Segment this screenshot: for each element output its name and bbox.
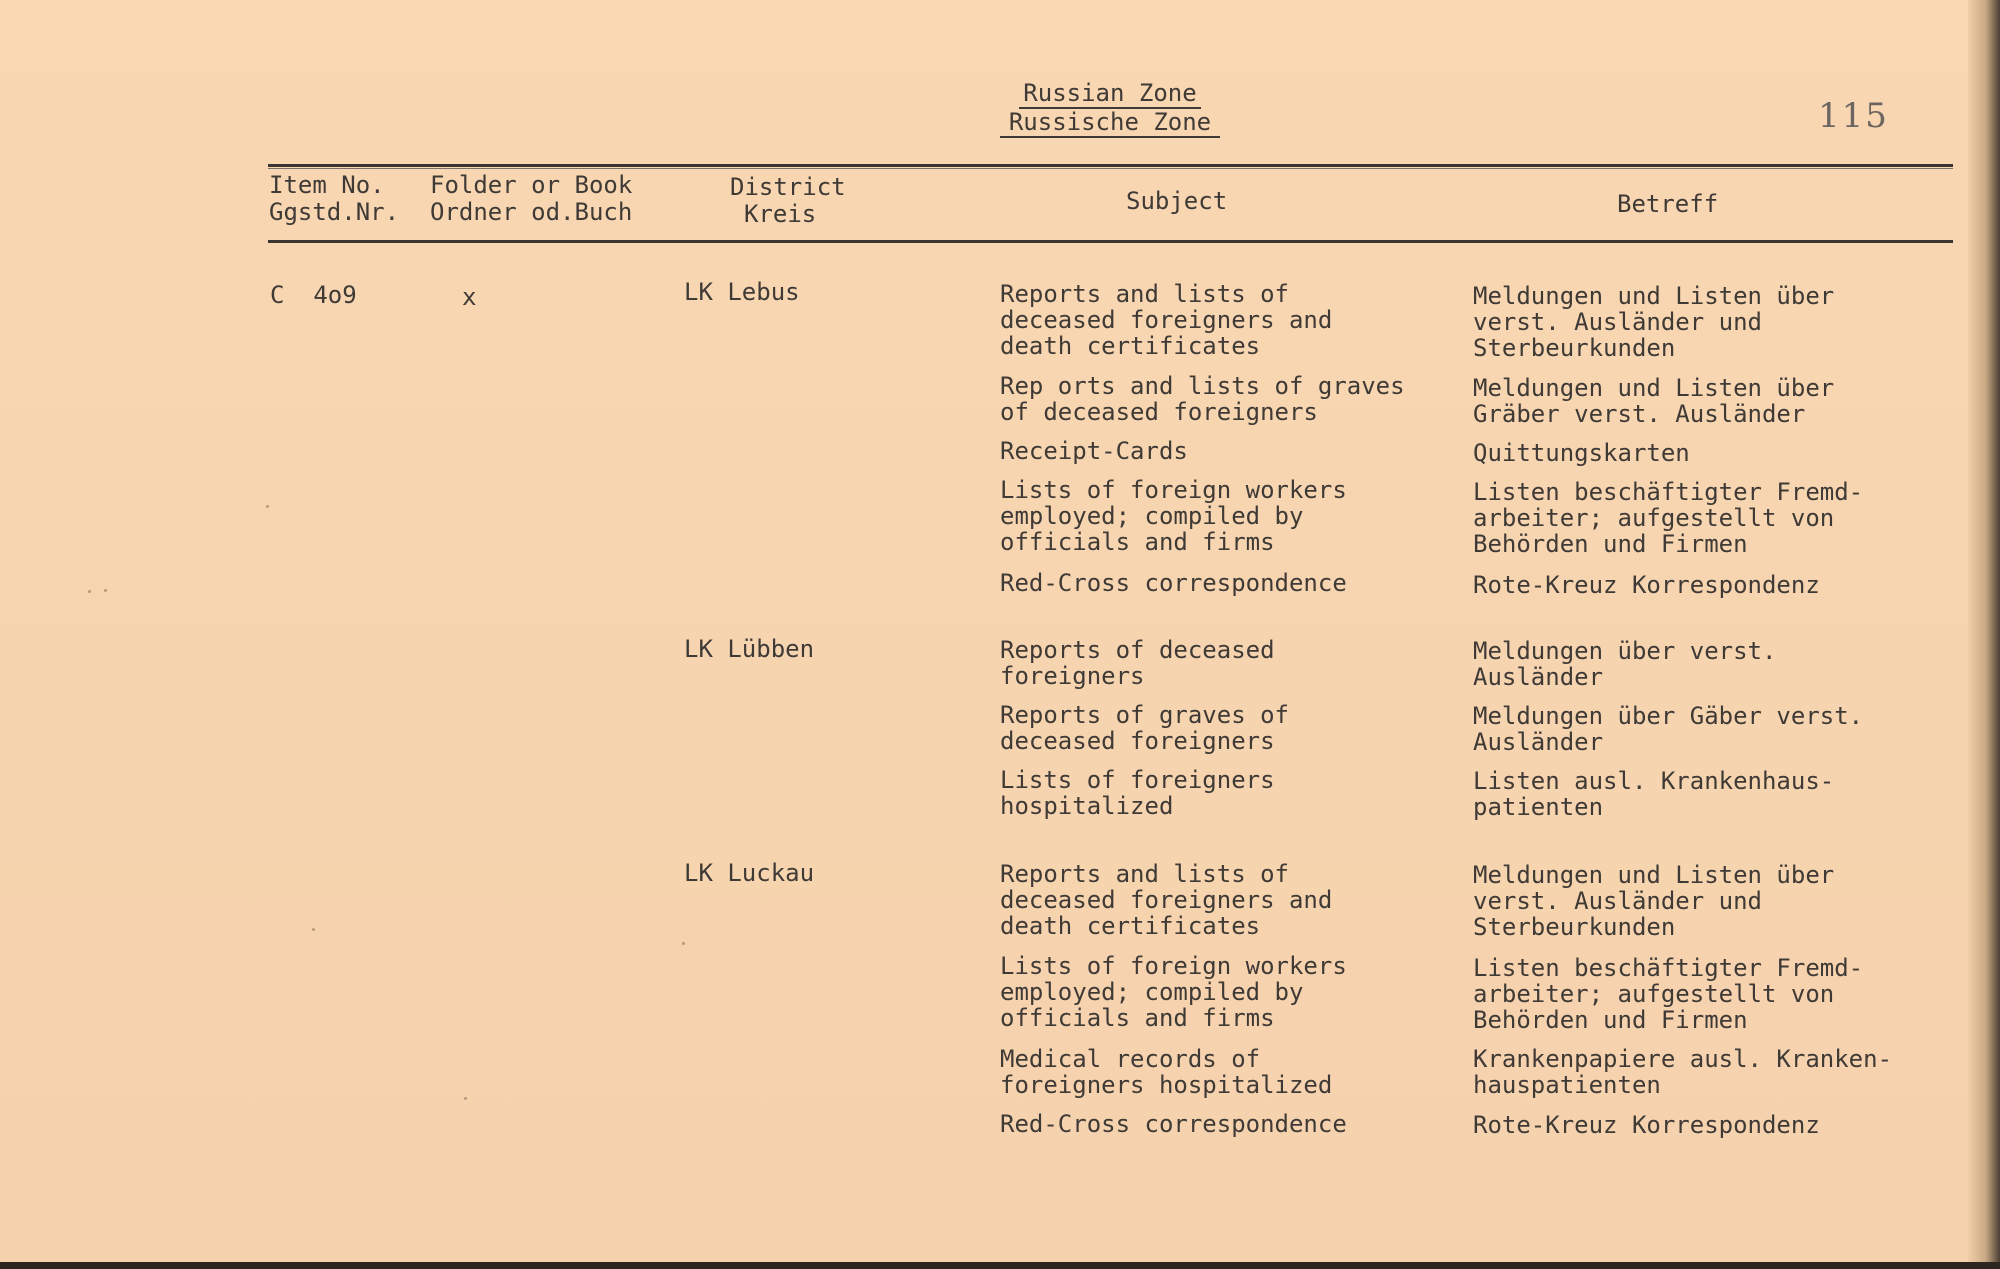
betreff-cell: Listen ausl. Krankenhaus- patienten (1473, 767, 1835, 821)
paper-speck (312, 928, 315, 931)
item-number: C 4o9 (270, 281, 357, 309)
betreff-cell: Krankenpapiere ausl. Kranken- hauspatienten (1473, 1045, 1893, 1099)
district-name: LK Lebus (684, 278, 800, 306)
column-header-betreff: Betreff (1617, 190, 1719, 218)
subject-cell: Reports of deceased foreigners (1000, 636, 1275, 690)
paper-speck (104, 589, 107, 592)
page-bottom-edge (0, 1262, 2000, 1269)
zone-heading (990, 80, 1230, 138)
table-top-rule-thin (268, 168, 1953, 169)
subject-cell: Receipt-Cards (1000, 437, 1188, 465)
betreff-cell: Meldungen über verst. Ausländer (1473, 637, 1777, 691)
subject-cell: Rep orts and lists of graves of deceased foreigners (1000, 372, 1405, 426)
page-number: 115 (1818, 96, 1889, 136)
paper-speck (682, 942, 685, 945)
zone-title-de: Russische Zone (1000, 109, 1220, 138)
betreff-cell: Listen beschäftigter Fremd- arbeiter; aufgestellt von Behörden und Firmen (1473, 954, 1864, 1034)
betreff-cell: Meldungen und Listen über verst. Ausländer und Sterbeurkunden (1473, 861, 1835, 941)
column-header-subject: Subject (1126, 187, 1228, 215)
subject-cell: Red-Cross correspondence (1000, 1110, 1347, 1138)
subject-cell: Lists of foreign workers employed; compiled by officials and firms (1000, 476, 1347, 556)
betreff-cell: Rote-Kreuz Korrespondenz (1473, 1111, 1820, 1139)
betreff-cell: Listen beschäftigter Fremd- arbeiter; aufgestellt von Behörden und Firmen (1473, 478, 1864, 558)
district-name: LK Luckau (684, 859, 815, 887)
district-name: LK Lübben (684, 635, 815, 663)
subject-cell: Lists of foreigners hospitalized (1000, 766, 1275, 820)
table-header-rule (268, 240, 1953, 243)
paper-speck (88, 590, 91, 593)
column-header-folder: Folder or Book Ordner od.Buch (430, 171, 633, 226)
page-edge-shadow (1968, 0, 2000, 1269)
subject-cell: Red-Cross correspondence (1000, 569, 1347, 597)
betreff-cell: Meldungen und Listen über Gräber verst. Ausländer (1473, 374, 1835, 428)
subject-cell: Reports and lists of deceased foreigners and death certificates (1000, 280, 1333, 360)
subject-cell: Reports and lists of deceased foreigners and death certificates (1000, 860, 1333, 940)
betreff-cell: Meldungen und Listen über verst. Ausländer und Sterbeurkunden (1473, 282, 1835, 362)
betreff-cell: Rote-Kreuz Korrespondenz (1473, 571, 1820, 599)
betreff-cell: Meldungen über Gäber verst. Ausländer (1473, 702, 1864, 756)
paper-speck (464, 1097, 467, 1100)
column-header-item: Item No. Ggstd.Nr. (269, 171, 400, 226)
betreff-cell: Quittungskarten (1473, 439, 1690, 467)
subject-cell: Lists of foreign workers employed; compiled by officials and firms (1000, 952, 1347, 1032)
zone-title-en: Russian Zone (1019, 80, 1200, 109)
column-header-district: District Kreis (730, 173, 846, 228)
subject-cell: Reports of graves of deceased foreigners (1000, 701, 1289, 755)
folder-mark: x (462, 283, 477, 311)
subject-cell: Medical records of foreigners hospitalized (1000, 1045, 1333, 1099)
paper-speck (266, 505, 269, 508)
table-top-rule (268, 164, 1953, 167)
